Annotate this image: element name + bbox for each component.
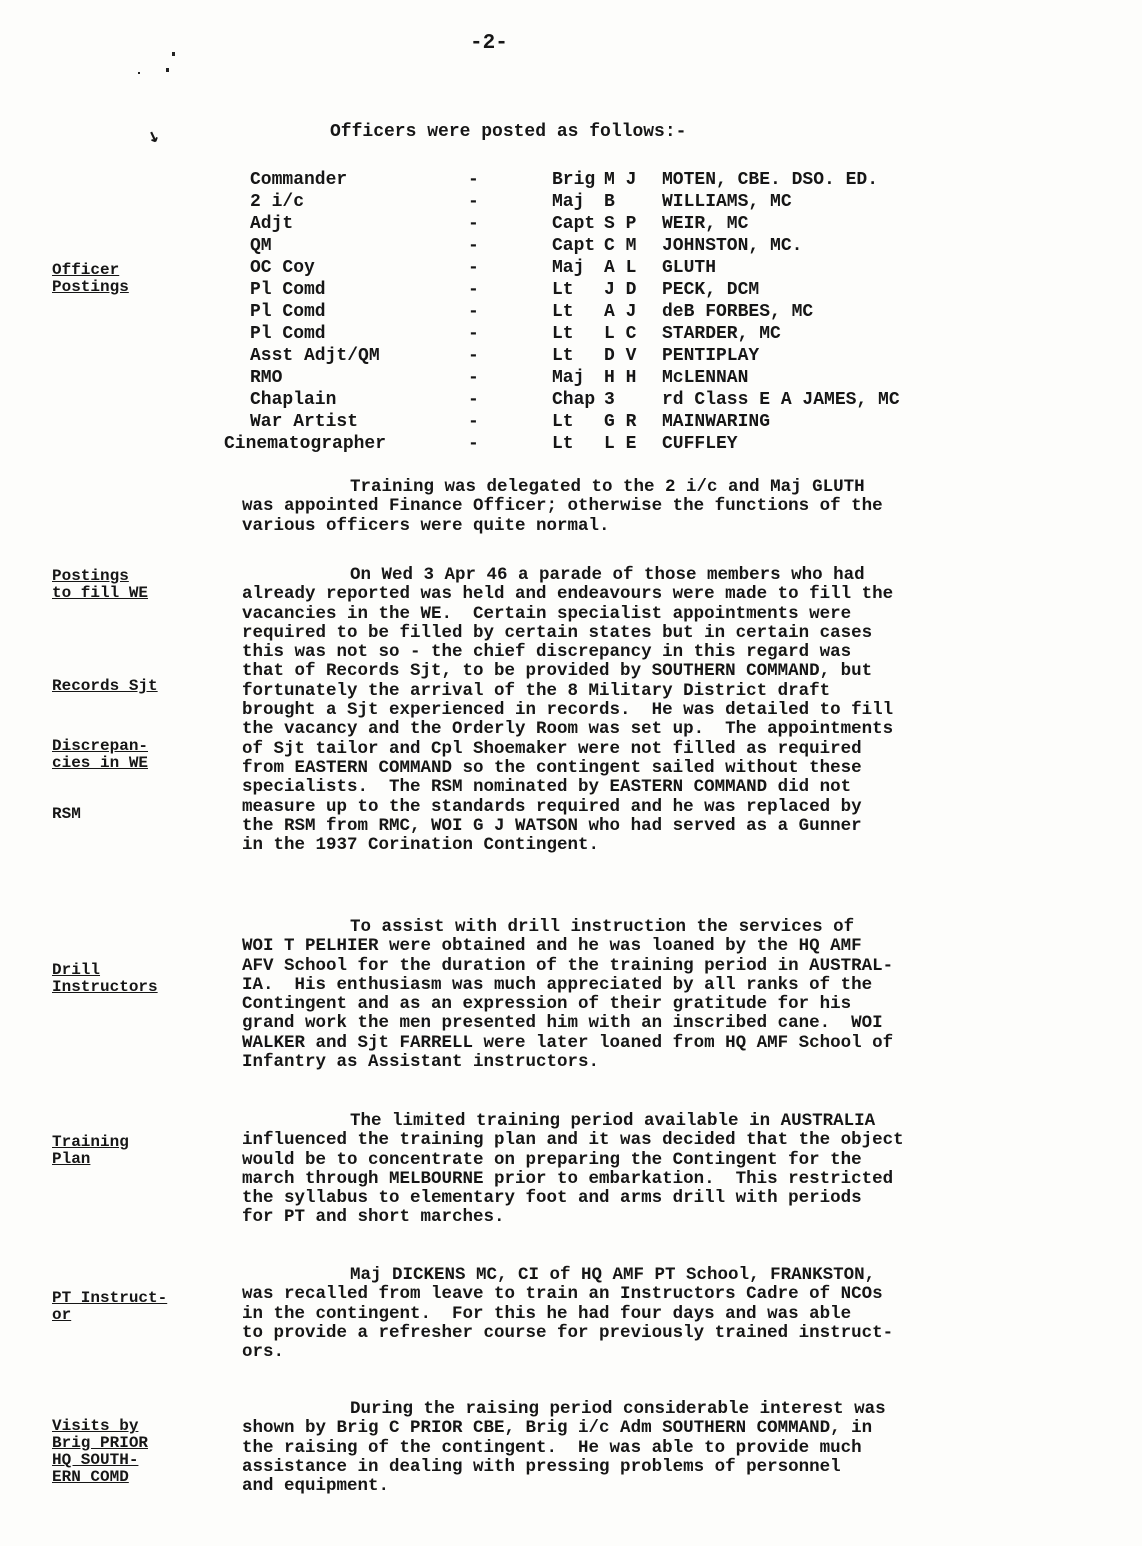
roster-role: RMO <box>250 368 283 388</box>
paragraph-pt-instructor: Maj DICKENS MC, CI of HQ AMF PT School, FRANKSTON, was recalled from leave to train an Instructors Cadre of NCOs in the contingent. For this he had four days and was able to provide a refresher course for previously trained instruct- ors. <box>242 1265 894 1363</box>
roster-initials: A L <box>604 258 637 278</box>
roster-rank: Maj <box>552 368 585 388</box>
roster-name: CUFFLEY <box>662 434 738 454</box>
paragraph-visits: During the raising period considerable interest was shown by Brig C PRIOR CBE, Brig i/c Adm SOUTHERN COMMAND, in the raising of the contingent. He was able to provide much assistance in dealing with pressing problems of personnel and equipment. <box>242 1399 886 1497</box>
roster-rank: Maj <box>552 192 585 212</box>
roster-name: WEIR, MC <box>662 214 749 234</box>
roster-rank: Lt <box>552 412 574 432</box>
roster-dash: - <box>468 324 479 344</box>
roster-rank: Lt <box>552 280 574 300</box>
roster-name: JOHNSTON, MC. <box>662 236 803 256</box>
roster-initials: B <box>604 192 615 212</box>
roster-role: Pl Comd <box>250 280 326 300</box>
roster-name: MOTEN, CBE. DSO. ED. <box>662 170 879 190</box>
roster-role: Adjt <box>250 214 294 234</box>
roster-name: rd Class E A JAMES, MC <box>662 390 900 410</box>
roster-name: PENTIPLAY <box>662 346 760 366</box>
roster-name: GLUTH <box>662 258 717 278</box>
ink-speck <box>172 52 175 56</box>
margin-arrow-mark: ↘ <box>143 123 164 150</box>
roster-rank: Lt <box>552 302 574 322</box>
roster-dash: - <box>468 412 479 432</box>
paragraph-training-delegation: Training was delegated to the 2 i/c and Maj GLUTH was appointed Finance Officer; otherwise the functions of the various officers were quite normal. <box>242 477 883 536</box>
paragraph-training-plan: The limited training period available in AUSTRALIA influenced the training plan and it was decided that the object would be to concentrate on preparing the Contingent for the march through MELBOURNE prior to embarkation. This restricted the syllabus to elementary foot and arms drill with periods for PT and short marches. <box>242 1111 904 1228</box>
roster-name: deB FORBES, MC <box>662 302 814 322</box>
roster-role: Pl Comd <box>250 302 326 322</box>
roster-initials: L C <box>604 324 637 344</box>
roster-dash: - <box>468 390 479 410</box>
roster-dash: - <box>468 368 479 388</box>
roster-dash: - <box>468 214 479 234</box>
roster-role: Asst Adjt/QM <box>250 346 380 366</box>
margin-note-drill-instructors: Drill Instructors <box>52 961 158 996</box>
roster-rank: Brig <box>552 170 596 190</box>
roster-rank: Lt <box>552 434 574 454</box>
roster-role: OC Coy <box>250 258 315 278</box>
roster-rank: Maj <box>552 258 585 278</box>
roster-role: War Artist <box>250 412 359 432</box>
roster-dash: - <box>468 170 479 190</box>
roster-rank: Lt <box>552 346 574 366</box>
roster-initials: J D <box>604 280 637 300</box>
roster-initials: S P <box>604 214 637 234</box>
roster-name: McLENNAN <box>662 368 749 388</box>
roster-dash: - <box>468 258 479 278</box>
paragraph-drill-instruction: To assist with drill instruction the services of WOI T PELHIER were obtained and he was loaned by the HQ AMF AFV School for the duration of the training period in AUSTRAL- IA. His enthusiasm was much appreciated by all ranks of the Contingent and as an expression of their gratitude for his grand work the men presented him with an inscribed cane. WOI WALKER and Sjt FARRELL were later loaned from HQ AMF School of Infantry as Assistant instructors. <box>242 917 894 1073</box>
roster-dash: - <box>468 346 479 366</box>
roster-dash: - <box>468 302 479 322</box>
roster-role: Cinematographer <box>224 434 387 454</box>
paragraph-postings: On Wed 3 Apr 46 a parade of those members who had already reported was held and endeavours were made to fill the vacancies in the WE. Certain specialist appointments were required to be filled by certain states but in certain cases this was not so - the chief discrepancy in this regard was that of Records Sjt, to be provided by SOUTHERN COMMAND, but fortunately the arrival of the 8 Military District draft brought a Sjt experienced in records. He was detailed to fill the vacancy and the Orderly Room was set up. The appointments of Sjt tailor and Cpl Shoemaker were not filled as required from EASTERN COMMAND so the contingent sailed without these specialists. The RSM nominated by EASTERN COMMAND did not measure up to the standards required and he was replaced by the RSM from RMC, WOI G J WATSON who had served as a Gunner in the 1937 Corination Contingent. <box>242 565 894 856</box>
page-number: -2- <box>470 32 508 55</box>
ink-speck <box>138 72 140 74</box>
roster-rank: Chap <box>552 390 596 410</box>
roster-initials: M J <box>604 170 637 190</box>
intro-line: Officers were posted as follows:- <box>330 122 687 142</box>
margin-note-officer-postings: Officer Postings <box>52 261 129 296</box>
roster-rank: Lt <box>552 324 574 344</box>
roster-initials: H H <box>604 368 637 388</box>
roster-initials: C M <box>604 236 637 256</box>
roster-name: WILLIAMS, MC <box>662 192 792 212</box>
roster-rank: Capt <box>552 214 596 234</box>
roster-initials: D V <box>604 346 637 366</box>
margin-note-postings-fill-we: Postings to fill WE <box>52 567 149 602</box>
roster-role: QM <box>250 236 272 256</box>
ink-speck <box>166 68 169 72</box>
roster-name: MAINWARING <box>662 412 771 432</box>
roster-initials: L E <box>604 434 637 454</box>
roster-role: Chaplain <box>250 390 337 410</box>
roster-name: PECK, DCM <box>662 280 760 300</box>
roster-rank: Capt <box>552 236 596 256</box>
roster-role: 2 i/c <box>250 192 305 212</box>
margin-note-visits: Visits by Brig PRIOR HQ SOUTH- ERN COMD <box>52 1417 149 1486</box>
roster-initials: 3 <box>604 390 615 410</box>
roster-name: STARDER, MC <box>662 324 781 344</box>
roster-initials: A J <box>604 302 637 322</box>
margin-note-rsm: RSM <box>52 805 81 823</box>
margin-note-records-sjt: Records Sjt <box>52 677 158 695</box>
roster-dash: - <box>468 280 479 300</box>
roster-role: Commander <box>250 170 348 190</box>
margin-note-discrepancies: Discrepan- cies in WE <box>52 737 149 772</box>
roster-role: Pl Comd <box>250 324 326 344</box>
roster-dash: - <box>468 192 479 212</box>
margin-note-training-plan: Training Plan <box>52 1133 129 1168</box>
roster-dash: - <box>468 236 479 256</box>
roster-dash: - <box>468 434 479 454</box>
margin-note-pt-instructor: PT Instruct- or <box>52 1289 168 1324</box>
roster-initials: G R <box>604 412 637 432</box>
